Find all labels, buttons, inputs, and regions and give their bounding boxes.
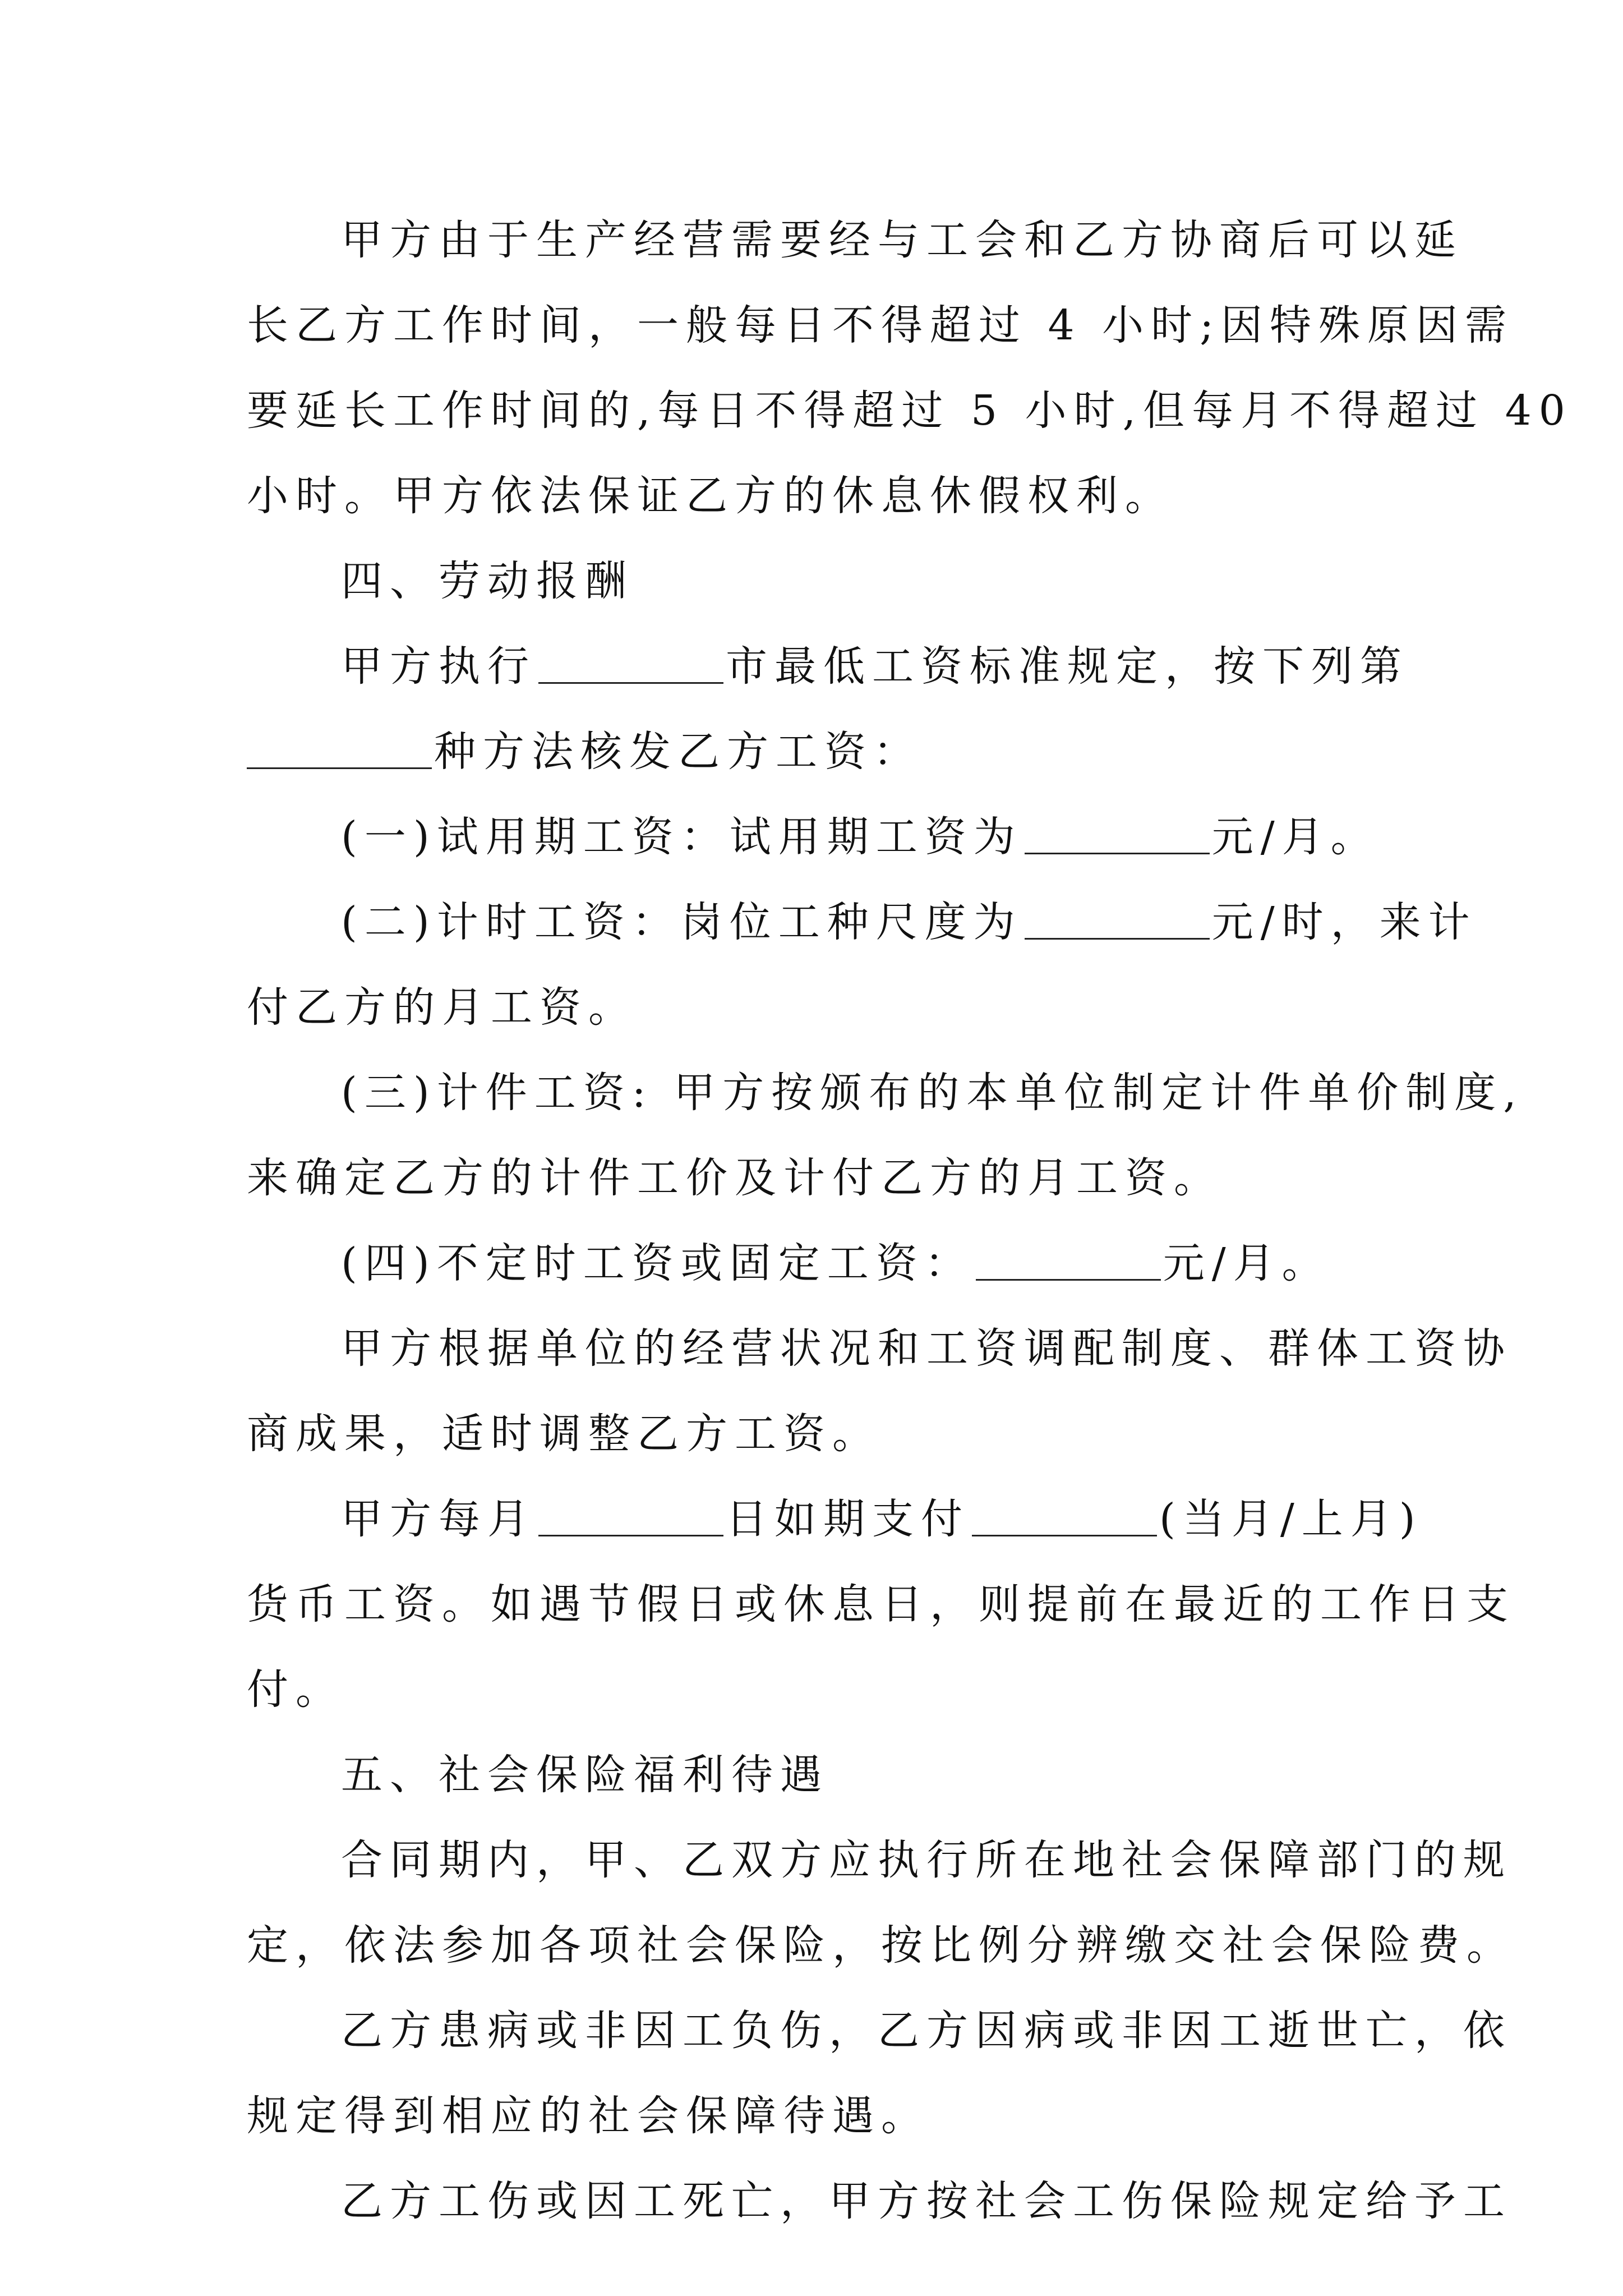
text-line: 甲方由于生产经营需要经与工会和乙方协商后可以延 (341, 216, 1463, 264)
paragraph-injury (247, 2159, 1512, 2244)
text-line: (三)计件工资: 甲方按颁布的本单位制定计件单价制度, (341, 1069, 1524, 1117)
text-fragment: (二)计时工资：岗位工种尺度为 (341, 898, 1022, 946)
text-line: 商成果，适时调整乙方工资。 (247, 1410, 881, 1458)
text-line: 乙方工伤或因工死亡，甲方按社会工伤保险规定给予工 (341, 2177, 1512, 2225)
blank-method-field[interactable] (247, 728, 432, 769)
blank-city-field[interactable] (538, 643, 723, 684)
blank-pay-period-field[interactable] (972, 1496, 1157, 1536)
text-line: 来确定乙方的计件工价及计付乙方的月工资。 (247, 1154, 1223, 1202)
text-fragment: 甲方执行 (341, 642, 536, 691)
text-line: 货币工资。如遇节假日或休息日，则提前在最近的工作日支 (247, 1580, 1515, 1628)
text-fragment: 日如期支付 (726, 1495, 970, 1543)
paragraph-illness (247, 1988, 1512, 2159)
blank-trial-wage-field[interactable] (1025, 813, 1210, 854)
paragraph-payday (247, 1476, 1515, 1732)
paragraph-piece-wage (247, 1050, 1524, 1221)
text-line: 长乙方工作时间，一般每日不得超过 4 小时;因特殊原因需 (247, 301, 1514, 349)
text-fragment: 甲方每月 (341, 1495, 536, 1543)
text-line (247, 709, 1380, 794)
paragraph-hourly-wage (247, 880, 1477, 1050)
text-fragment: 元/月。 (1163, 1239, 1331, 1287)
paragraph-trial-wage (247, 794, 1380, 880)
text-line: 付乙方的月工资。 (247, 983, 637, 1032)
text-line: 合同期内，甲、乙双方应执行所在地社会保障部门的规 (341, 1836, 1512, 1884)
blank-payday-field[interactable] (538, 1496, 723, 1536)
text-fragment: 种方法核发乙方工资： (434, 728, 922, 776)
paragraph-insurance (247, 1818, 1515, 1988)
section-heading-4: 四、劳动报酬 (341, 557, 634, 605)
text-fragment: 元/月。 (1211, 813, 1380, 861)
text-fragment: (当月/上月) (1159, 1495, 1423, 1543)
paragraph-overtime (247, 197, 1573, 539)
text-line: 小时。甲方依法保证乙方的休息休假权利。 (247, 472, 1174, 520)
text-line: 乙方患病或非因工负伤，乙方因病或非因工逝世亡，依 (341, 2007, 1512, 2055)
text-fragment: (四)不定时工资或固定工资： (341, 1239, 974, 1287)
paragraph-fixed-wage (247, 1221, 1380, 1306)
blank-fixed-wage-field[interactable] (976, 1240, 1161, 1281)
text-fragment: 元/时，来计 (1211, 898, 1477, 946)
document-page (247, 197, 1573, 2244)
text-line: 定，依法参加各项社会保险，按比例分辨缴交社会保险费。 (247, 1921, 1515, 1970)
text-line (247, 1476, 1423, 1562)
text-line: 付。 (247, 1665, 344, 1714)
text-fragment: (一)试用期工资：试用期工资为 (341, 813, 1022, 861)
text-fragment: 市最低工资标准规定，按下列第 (726, 642, 1409, 691)
text-line (247, 880, 1477, 965)
paragraph-min-wage (247, 624, 1409, 794)
blank-hourly-wage-field[interactable] (1025, 899, 1210, 940)
section-heading-5: 五、社会保险福利待遇 (341, 1751, 829, 1799)
paragraph-adjust (247, 1306, 1512, 1476)
text-line: 要延长工作时间的,每日不得超过 5 小时,但每月不得超过 40 (247, 386, 1573, 435)
text-line: 甲方根据单位的经营状况和工资调配制度、群体工资协 (341, 1324, 1512, 1373)
text-line: 规定得到相应的社会保障待遇。 (247, 2092, 930, 2140)
text-line (247, 624, 1409, 709)
